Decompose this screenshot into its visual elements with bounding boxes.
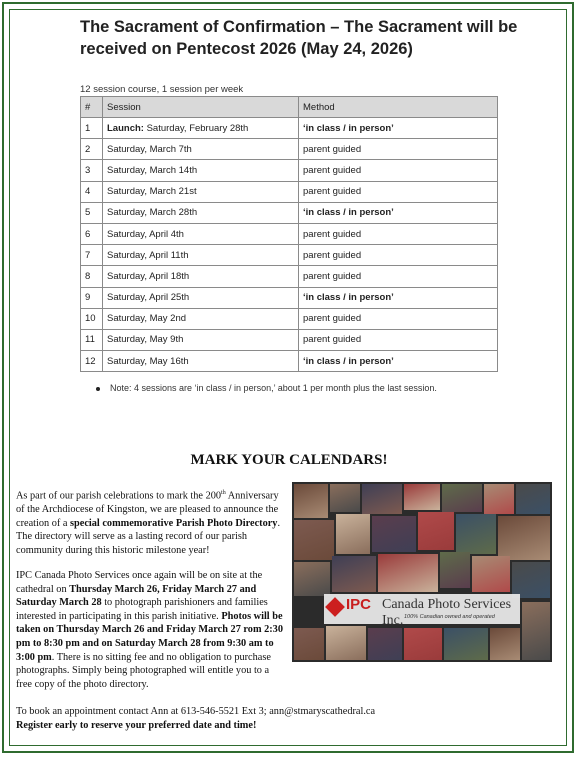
collage-photo-tile — [472, 556, 510, 592]
table-row — [81, 266, 498, 287]
table-row — [81, 351, 498, 372]
maple-leaf-icon — [325, 597, 345, 617]
collage-photo-tile — [332, 556, 376, 592]
collage-photo-tile — [326, 626, 366, 660]
p2-text-c: . There is no sitting fee and no obligation to purchase photographs. Simply being photographed will entitle you to a free copy of the photo directory. — [16, 651, 271, 690]
collage-photo-tile — [372, 516, 416, 552]
row-session — [103, 139, 299, 160]
row-session — [103, 308, 299, 329]
photo-collage — [292, 482, 552, 662]
p2-bold-dates: Thursday March 26, Friday March 27 and Saturday March 28 — [16, 583, 257, 609]
session-date: Saturday, May 16th — [107, 355, 189, 367]
table-row — [81, 139, 498, 160]
p2-text-a: IPC Canada Photo Services once again will be on site at the cathedral on — [16, 570, 263, 595]
row-method: parent guided — [299, 223, 498, 244]
table-row — [81, 181, 498, 202]
collage-photo-tile — [440, 552, 470, 588]
logo-ipc: IPC — [346, 596, 372, 613]
row-method: ‘in class / in person’ — [299, 351, 498, 372]
row-number: 9 — [81, 287, 103, 308]
table-header-row — [81, 97, 498, 118]
row-session — [103, 351, 299, 372]
row-method: parent guided — [299, 139, 498, 160]
row-number: 8 — [81, 266, 103, 287]
session-date: Saturday, March 7th — [107, 143, 192, 155]
session-date: Saturday, March 14th — [107, 164, 198, 176]
row-session — [103, 245, 299, 266]
footnote-text: Note: 4 sessions are ‘in class / in person,’ about 1 per month plus the last session. — [110, 383, 437, 393]
collage-photo-tile — [294, 628, 324, 660]
row-session — [103, 118, 299, 139]
announcement-paragraph — [16, 487, 288, 557]
row-session — [103, 181, 299, 202]
collage-photo-tile — [442, 484, 482, 512]
table-row — [81, 160, 498, 181]
row-session — [103, 329, 299, 350]
table-row — [81, 118, 498, 139]
session-date: Saturday, May 9th — [107, 334, 184, 346]
p1-text-a: As part of our parish celebrations to mark the 200 — [16, 490, 222, 502]
booking-contact: To book an appointment contact Ann at 613-546-5521 Ext 3; ann@stmaryscathedral.ca — [16, 706, 376, 717]
collage-photo-tile — [418, 512, 454, 550]
row-number: 3 — [81, 160, 103, 181]
schedule-footnote — [96, 383, 437, 393]
page-title: The Sacrament of Confirmation – The Sacrament will be received on Pentecost 2026 (May 24, 2026) — [80, 18, 518, 58]
register-early: Register early to reserve your preferred date and time! — [16, 719, 257, 731]
collage-photo-tile — [294, 520, 334, 560]
row-number: 2 — [81, 139, 103, 160]
column-header-number: # — [81, 97, 103, 118]
collage-photo-tile — [362, 484, 402, 514]
p1-text-b: Anniversary of the Archdiocese of Kingston, we are pleased to announce the creation of a — [16, 490, 279, 529]
p2-bold-times: Photos will be taken on Thursday March 26 and Friday March 27 rom 2:30 pm to 8:30 pm and on Saturday March 28 from 9:30 am to 3:00 pm — [16, 610, 283, 663]
collage-photo-tile — [368, 628, 402, 660]
row-method: ‘in class / in person’ — [299, 287, 498, 308]
session-date: Saturday, February 28th — [143, 122, 249, 134]
row-number: 10 — [81, 308, 103, 329]
launch-label: Launch: — [107, 122, 144, 134]
row-number: 5 — [81, 202, 103, 223]
row-session — [103, 202, 299, 223]
session-date: Saturday, April 11th — [107, 249, 189, 261]
collage-photo-tile — [294, 484, 328, 518]
column-header-method: Method — [299, 97, 498, 118]
collage-photo-tile — [404, 628, 442, 660]
logo-company-name: Canada Photo Services Inc. — [382, 597, 512, 628]
session-date: Saturday, March 28th — [107, 207, 198, 219]
collage-photo-tile — [336, 514, 370, 554]
collage-photo-tile — [294, 562, 330, 596]
row-method: parent guided — [299, 245, 498, 266]
collage-photo-tile — [378, 554, 438, 592]
row-method: parent guided — [299, 181, 498, 202]
collage-photo-tile — [330, 484, 360, 512]
collage-photo-tile — [444, 628, 488, 660]
collage-photo-tile — [490, 628, 520, 660]
row-method: parent guided — [299, 308, 498, 329]
row-method: ‘in class / in person’ — [299, 202, 498, 223]
row-session — [103, 223, 299, 244]
table-row — [81, 202, 498, 223]
session-date: Saturday, March 21st — [107, 186, 197, 198]
row-session — [103, 287, 299, 308]
p1-text-c: . The directory will serve as a lasting record of our parish community during this historic milestone year! — [16, 517, 281, 556]
table-row — [81, 308, 498, 329]
p1-sup: th — [221, 490, 226, 496]
calendar-heading: MARK YOUR CALENDARS! — [190, 452, 388, 468]
column-header-session: Session — [103, 97, 299, 118]
row-session — [103, 160, 299, 181]
course-note: 12 session course, 1 session per week — [80, 84, 244, 95]
table-row — [81, 223, 498, 244]
booking-paragraph — [16, 705, 556, 732]
row-method: ‘in class / in person’ — [299, 118, 498, 139]
collage-photo-tile — [522, 602, 550, 660]
row-number: 6 — [81, 223, 103, 244]
row-session — [103, 266, 299, 287]
session-date: Saturday, April 4th — [107, 228, 184, 240]
row-number: 12 — [81, 351, 103, 372]
session-date: Saturday, April 18th — [107, 270, 190, 282]
row-number: 7 — [81, 245, 103, 266]
p2-text-b: to photograph parishioners and families interested in participating in this parish initiative. — [16, 597, 268, 622]
ipc-logo-banner — [324, 594, 520, 628]
row-method: parent guided — [299, 160, 498, 181]
collage-photo-tile — [516, 484, 550, 514]
row-method: parent guided — [299, 329, 498, 350]
collage-photo-tile — [456, 514, 496, 554]
row-number: 4 — [81, 181, 103, 202]
table-row — [81, 245, 498, 266]
row-number: 1 — [81, 118, 103, 139]
bullet-icon — [96, 387, 100, 391]
collage-photo-tile — [404, 484, 440, 510]
table-row — [81, 287, 498, 308]
collage-photo-tile — [512, 562, 550, 598]
p1-bold: special commemorative Parish Photo Directory — [70, 517, 278, 529]
session-date: Saturday, April 25th — [107, 292, 190, 304]
row-number: 11 — [81, 329, 103, 350]
session-date: Saturday, May 2nd — [107, 313, 187, 325]
collage-photo-tile — [484, 484, 514, 514]
table-row — [81, 329, 498, 350]
logo-tagline: 100% Canadian owned and operated — [404, 614, 495, 620]
schedule-table — [80, 96, 498, 372]
collage-photo-tile — [498, 516, 550, 560]
row-method: parent guided — [299, 266, 498, 287]
